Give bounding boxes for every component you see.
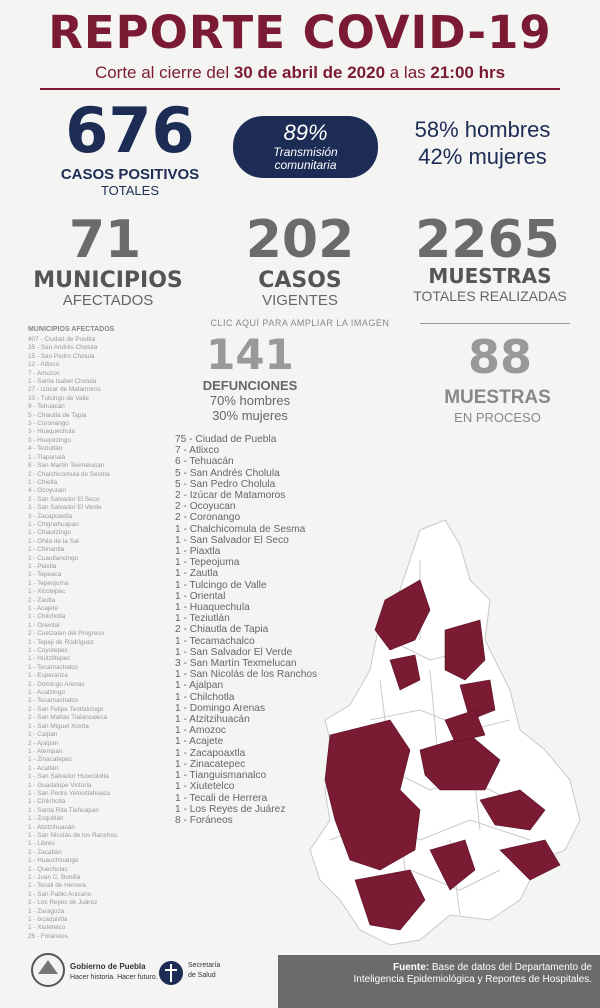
municipality-item: 1 - San Miguel Xoxtla <box>28 722 89 730</box>
municipality-item: 1 - Huitziltepec <box>28 655 71 663</box>
samples-label: MUESTRAS <box>428 264 552 288</box>
gov-logo-slogan: Hacer historia. Hacer futuro. <box>70 974 158 981</box>
municipality-item: 1 - Acajete <box>28 605 59 612</box>
report-subtitle: Corte al cierre del 30 de abril de 2020 a las 21:00 hrs <box>94 63 506 82</box>
municipality-item: 15 - San Pedro Cholula <box>28 352 95 360</box>
source-text-line2: Inteligencia Epidemiológica y Reportes de Hospitales. <box>353 974 592 985</box>
death-municipality-item: 1 - Tianguismanalco <box>175 770 267 782</box>
municipalities-sublabel: AFECTADOS <box>62 292 154 309</box>
death-municipality-item: 2 - Chiautla de Tapia <box>175 624 269 636</box>
report-title: REPORTE COVID-19 <box>48 6 552 59</box>
municipality-item: 2 - Cuetzalan del Progreso <box>28 630 105 638</box>
death-municipality-item: 1 - Piaxtla <box>175 546 221 558</box>
municipality-item: 10 - Tulcingo de Valle <box>28 394 89 402</box>
municipality-item: 2 - Domingo Arenas <box>28 680 85 688</box>
deaths-label: DEFUNCIONES <box>202 378 298 393</box>
municipality-item: 1 - Chilchotla <box>28 613 66 621</box>
municipality-item: 1 - Esperanza <box>28 672 68 680</box>
municipality-item: 1 - Zinacatepec <box>28 756 73 764</box>
death-municipality-item: 7 - Atlixco <box>175 445 220 457</box>
municipality-item: 3 - Huejotzingo <box>28 436 71 444</box>
transmission-sublabel: comunitaria <box>274 158 337 172</box>
municipality-item: 1 - Piaxtla <box>28 562 57 570</box>
death-municipality-item: 1 - Acajete <box>175 736 224 748</box>
municipality-item: 2 - San Matías Tlalancaleca <box>28 714 108 722</box>
municipality-item: 1 - Chinantla <box>28 546 65 554</box>
municipality-item: 1 - Tlapanalá <box>28 453 66 461</box>
municipality-item: 1 - Tecamachalco <box>28 663 78 671</box>
death-municipality-item: 1 - Tulcingo de Valle <box>175 579 267 591</box>
municipality-item: 1 - Chilchotla <box>28 798 66 806</box>
active-cases-sublabel: VIGENTES <box>262 292 338 309</box>
municipality-item: 1 - San Pedro Yeloixtlahuaca <box>28 789 111 797</box>
municipality-item: 1 - Santa Isabel Cholula <box>28 378 97 386</box>
municipality-item: 1 - Coyotepec <box>28 647 68 655</box>
gov-logo-name: Gobierno de Puebla <box>70 962 146 971</box>
pending-samples-label: MUESTRAS <box>444 387 551 408</box>
municipality-item: 1 - Huauchinango <box>28 857 79 865</box>
men-percent: 58% hombres <box>414 117 551 142</box>
municipalities-label: MUNICIPIOS <box>33 268 183 293</box>
death-municipality-item: 1 - Tepeojuma <box>175 557 240 569</box>
municipality-item: 1 - Juan C. Bonilla <box>28 874 81 881</box>
municipality-item: 3 - Huaquechula <box>28 428 75 436</box>
puebla-emblem-icon <box>28 950 68 990</box>
puebla-map <box>270 520 590 950</box>
municipality-item: 1 - Cuautlancingo <box>28 554 79 562</box>
death-municipality-item: 1 - Zacapoaxtla <box>175 747 246 759</box>
municipality-item: 27 - Izúcar de Matamoros <box>28 386 101 394</box>
municipality-item: 1 - San Salvador Huixcolotla <box>28 773 109 781</box>
municipality-item: 1 - Tepeojuma <box>28 579 69 587</box>
municipalities-list-heading: MUNICIPIOS AFECTADOS <box>28 326 115 333</box>
pending-samples-sublabel: EN PROCESO <box>454 410 541 425</box>
death-municipality-item: 1 - San Salvador El Verde <box>175 646 293 658</box>
municipality-item: 1 - Tepeaca <box>28 571 62 579</box>
municipality-item: 1 - Acatzingo <box>28 689 65 697</box>
health-ministry-line1: Secretaría <box>188 962 221 969</box>
transmission-percent: 89% <box>283 120 328 145</box>
municipality-item: 1 - Calpan <box>28 731 58 739</box>
death-municipality-item: 2 - Ocoyucan <box>175 501 236 513</box>
death-municipality-item: 6 - Tehuacán <box>175 456 234 468</box>
death-municipality-item: 1 - Zautla <box>175 568 219 580</box>
women-percent: 42% mujeres <box>418 144 547 169</box>
municipality-item: 2 - Zacatlán <box>28 848 62 856</box>
death-municipality-item: 1 - Chalchicomula de Sesma <box>175 523 306 535</box>
municipality-item: 1 - Quecholac <box>28 865 68 873</box>
death-municipality-item: 5 - San Andrés Cholula <box>175 467 280 479</box>
health-ministry-line2: de Salud <box>188 972 216 979</box>
death-municipality-item: 1 - Ajalpan <box>175 680 224 692</box>
active-cases-count: 202 <box>245 210 355 270</box>
municipality-item: 1 - Ixcaquixtla <box>28 916 68 924</box>
death-municipality-item: 2 - Coronango <box>175 512 241 524</box>
active-cases-label: CASOS <box>258 268 342 293</box>
municipalities-list <box>28 336 173 941</box>
municipality-item: 1 - Atzitzihuacán <box>28 823 75 831</box>
municipality-item: 1 - Xicotepec <box>28 588 66 596</box>
death-municipality-item: 1 - Huaquechula <box>175 602 250 614</box>
municipality-item: 3 - San Salvador El Verde <box>28 504 102 512</box>
municipality-item: 2 - Los Reyes de Juárez <box>28 899 98 907</box>
municipality-item: 2 - Zautla <box>28 596 55 604</box>
section-divider <box>420 323 570 324</box>
death-municipality-item: 1 - Oriental <box>175 590 226 602</box>
municipality-item: 2 - Ajalpan <box>28 739 59 747</box>
municipality-item: 2 - Tecamachalco <box>28 697 78 705</box>
positive-cases-count: 676 <box>65 94 195 167</box>
death-municipality-item: 75 - Ciudad de Puebla <box>175 434 277 445</box>
municipality-item: 35 - San Andrés Cholula <box>28 344 98 352</box>
death-municipality-item: 1 - Atzitzihuacán <box>175 714 250 726</box>
deaths-women: 30% mujeres <box>212 408 288 423</box>
death-municipality-item: 1 - Zinacatepec <box>175 758 246 770</box>
municipality-item: 8 - San Martín Texmelucan <box>28 462 105 470</box>
samples-count: 2265 <box>415 210 560 270</box>
positive-cases-sublabel: TOTALES <box>100 183 160 198</box>
source-label: Fuente: <box>393 962 430 973</box>
death-municipality-item: 1 - Tecali de Herrera <box>175 792 268 804</box>
death-municipality-item: 1 - Xiutetelco <box>175 781 235 793</box>
municipality-item: 407 - Ciudad de Puebla <box>28 336 96 343</box>
municipality-item: 1 - San Nicolás de los Ranchos <box>28 831 118 839</box>
municipality-item: 1 - Chietla <box>28 478 58 486</box>
community-transmission-badge <box>233 116 378 178</box>
municipality-item: 1 - Libres <box>28 840 55 848</box>
death-municipality-item: 1 - Amozoc <box>175 725 226 737</box>
samples-sublabel: TOTALES REALIZADAS <box>413 288 567 304</box>
municipality-item: 12 - Atlixco <box>28 361 60 369</box>
deaths-count: 141 <box>206 330 294 379</box>
municipality-item: 1 - Atempan <box>28 747 63 755</box>
death-municipality-item: 1 - San Nicolás de los Ranchos <box>175 669 318 681</box>
municipality-item: 4 - Ocoyucan <box>28 487 67 495</box>
municipality-item: 9 - Tehuacán <box>28 403 65 411</box>
death-municipality-item: 3 - San Martín Texmelucan <box>175 658 297 670</box>
transmission-label: Transmisión <box>273 145 338 159</box>
municipality-item: 1 - Tecali de Herrera <box>28 882 86 890</box>
municipality-item: 1 - San Pablo Anicano <box>28 890 92 898</box>
death-municipality-item: 8 - Foráneos <box>175 814 233 826</box>
footer-logos <box>28 950 258 1000</box>
deaths-block <box>190 378 310 423</box>
municipality-item: 1 - Santa Rita Tlahuapan <box>28 806 99 814</box>
municipality-item: 1 - Guadalupe Victoria <box>28 781 92 789</box>
death-municipality-item: 1 - Tecamachalco <box>175 635 255 647</box>
death-municipality-item: 5 - San Pedro Cholula <box>175 478 276 490</box>
municipality-item: 2 - San Felipe Teotlalcingo <box>28 705 104 713</box>
municipality-item: 1 - Oriental <box>28 621 60 629</box>
municipality-item: 1 - Ohila de la Sal <box>28 537 79 545</box>
municipality-item: 5 - Chiautla de Tapia <box>28 411 87 419</box>
death-municipality-item: 1 - Teziutlán <box>175 613 230 625</box>
source-note <box>282 962 592 986</box>
health-ministry-icon <box>158 958 184 988</box>
municipality-item: 1 - Chiautzingo <box>28 529 71 537</box>
municipalities-count: 71 <box>68 210 142 270</box>
enlarge-image-link[interactable]: CLIC AQUÍ PARA AMPLIAR LA IMAGEN <box>210 318 390 328</box>
municipality-item: 1 - Zaragoza <box>28 907 65 915</box>
source-text-line1: Base de datos del Departamento de <box>429 962 592 973</box>
municipality-item: 1 - Xiutetelco <box>28 924 66 932</box>
death-municipality-item: 1 - Chilchotla <box>175 691 235 703</box>
positive-cases-label: CASOS POSITIVOS <box>60 166 200 183</box>
pending-samples-count: 88 <box>467 330 532 384</box>
death-municipality-item: 1 - Domingo Arenas <box>175 702 266 714</box>
municipality-item: 26 - Foráneos <box>28 932 68 940</box>
municipality-item: 2 - Chalchicomula de Sesma <box>28 470 110 478</box>
municipality-item: 2 - San Salvador El Seco <box>28 495 100 503</box>
gender-split <box>395 116 570 170</box>
header-divider <box>40 88 560 90</box>
death-municipality-item: 2 - Izúcar de Matamoros <box>175 490 286 502</box>
death-municipality-item: 1 - San Salvador El Seco <box>175 534 289 546</box>
municipality-item: 1 - Chignahuapan <box>28 520 79 528</box>
municipality-item: 1 - Tepeji de Rodríguez <box>28 638 94 646</box>
death-municipality-item: 1 - Los Reyes de Juárez <box>175 803 286 815</box>
municipality-item: 1 - Zoquitlán <box>28 815 64 823</box>
municipality-item: 7 - Amozoc <box>28 369 60 377</box>
deaths-men: 70% hombres <box>209 393 291 408</box>
municipality-item: 1 - Acatlán <box>28 764 59 772</box>
municipality-item: 4 - Teziutlán <box>28 445 63 453</box>
municipality-item: 3 - Coronango <box>28 420 69 428</box>
municipality-item: 3 - Zacapoaxtla <box>28 512 73 520</box>
